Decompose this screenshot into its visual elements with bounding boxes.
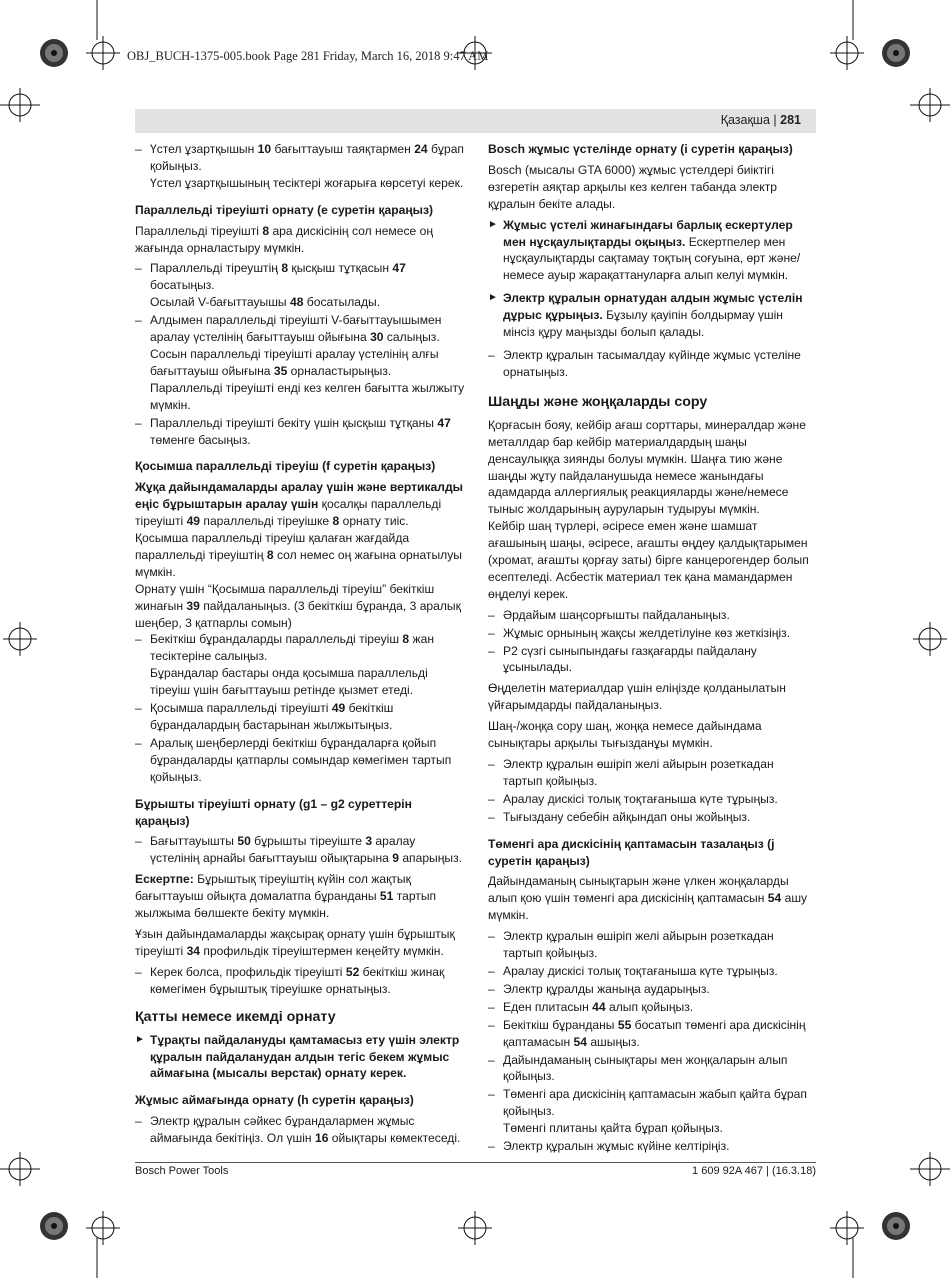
paragraph: Қорғасын бояу, кейбір ағаш сорттары, минералдар және металлдар бар кейбір материалдардың шаңы денсаулыққа зиянды болуы мүмкін. Шаңға тию және шаңды жұту пайдаланушыда немесе жанындағы адамдарда аллергиялық реакцияларды және/немесе тыныс жолдарының ауруларын тудыруы мүмкін. xyxy=(488,417,806,517)
list-item: – Алдымен параллельді тіреуішті V-бағыттауышымен аралау үстелінің бағыттауыш ойығына 30 салыңыз. Сосын параллельді тіреуішті аралау үстелінің алғы бағыттауыш ойығына 35 орналастырыңыз. Параллельді тіреуішті енді кез келген бағытта жылжыту мүмкін. xyxy=(135,313,465,412)
list-item: – Электр құралын өшіріп желі айырын розеткадан тартып қойыңыз. xyxy=(488,929,774,961)
note: Ескертпе: Бұрыштық тіреуіштің күйін сол жақтық бағыттауыш ойықта домалатпа бұранданы 51 тартып жылжыма бөлшекте бекіту мүмкін. xyxy=(135,872,437,921)
list-item: – Төменгі ара дискісінің қаптамасын жабып қайта бұрап қойыңыз. Төменгі плитаны қайта бұрап қойыңыз. xyxy=(488,1087,807,1136)
header-language: Қазақша xyxy=(720,113,770,127)
heading-bosch-table: Bosch жұмыс үстелінде орнату (i суретін қараңыз) xyxy=(488,142,793,156)
list-item: – Тығыздану себебін айқындап оны жойыңыз. xyxy=(488,809,751,824)
paragraph: Кейбір шаң түрлері, әсіресе емен және шамшат ағашының шаңы, әсіресе, ағашты өңдеу қалдықтарымен (хромат, ағашты қорғау заты) бірге канцерогендер болып есептеледі. Асбестік материал тек қана мамандармен өңделуі керек. xyxy=(488,519,809,601)
list-item: – Электр құралын тасымалдау күйінде жұмыс үстеліне орнатыңыз. xyxy=(488,347,801,379)
list-item: – Параллельді тіреуішті бекіту үшін қысқыш тұтқаны 47 төменге басыңыз. xyxy=(135,415,451,447)
heading-blade-guard: Төменгі ара дискісінің қаптамасын тазалаңыз (j суретін қараңыз) xyxy=(488,836,775,868)
list-item: – Аралау дискісі толық тоқтағаныша күте тұрыңыз. xyxy=(488,963,778,978)
left-column xyxy=(135,141,465,1148)
paragraph: Орнату үшін “Қосымша параллельді тіреуіш” бекіткіш жинағын 39 пайдаланыңыз. (3 бекіткіш бұранда, 3 аралық шеңбер, 3 қатпарлы сомын) xyxy=(135,581,461,630)
page-number: 281 xyxy=(780,113,801,127)
paragraph: Қосымша параллельді тіреуіш қалаған жағдайда параллельді тіреуіштің 8 сол немес оң жағына орнатылуы мүмкін. xyxy=(135,531,462,579)
list-item: – Аралық шеңберлерді бекіткіш бұрандаларға қойып бұрандаларды қатпарлы сомындар көмегімен тартып қойыңыз. xyxy=(135,735,452,784)
list-item: – Параллельді тіреуштің 8 қысқыш тұтқасын 47 босатыңыз. Осылай V-бағыттауышы 48 босатылады. xyxy=(135,261,406,310)
list-item: – Электр құралын өшіріп желі айырын розеткадан тартып қойыңыз. xyxy=(488,757,774,788)
list-item: – Жұмыс орнының жақсы желдетілуіне көз жеткізіңіз. xyxy=(488,625,791,640)
page-header xyxy=(135,109,816,133)
list-item: – Қосымша параллельді тіреуішті 49 бекіткіш бұрандалардың бастарынан жылжытыңыз. xyxy=(135,701,394,732)
arrow-icon: ► xyxy=(488,218,498,230)
list-item: – Бекіткіш бұрандаларды параллельді тіреуіш 8 жан тесіктеріне салыңыз. Бұрандалар бастары онда қосымша параллельді тіреуіш үшін бағыттауыш ретінде қызмет етеді. xyxy=(135,632,435,698)
list-item: – Үстел ұзартқышын 10 бағыттауыш таяқтармен 24 бұрап қойыңыз. Үстел ұзартқышының тесіктері жоғарыға көрсетуі керек. xyxy=(135,142,464,190)
paragraph: Ұзын дайындамаларды жақсырақ орнату үшін бұрыштық тіреуішті 34 профильдік тіреуіштермен кеңейту мүмкін. xyxy=(135,926,455,958)
heading-workspace: Жұмыс аймағында орнату (h суретін қараңыз) xyxy=(135,1093,414,1108)
arrow-icon: ► xyxy=(488,292,498,304)
heading-extra-fence: Қосымша параллельді тіреуіш (f суретін қараңыз) xyxy=(135,459,436,474)
list-item: – Электр құралын сәйкес бұрандалармен жұмыс аймағында бекітіңіз. Ол үшін 16 ойықтары көмектеседі. xyxy=(135,1114,461,1146)
paragraph: Bosch (мысалы GTA 6000) жұмыс үстелдері биіктігі өзгеретін аяқтар арқылы кез келген табанда электр құралын бекіте алады. xyxy=(488,162,777,211)
dash-marker: – xyxy=(135,142,142,156)
list-item: – Электр құралды жаныңа аударыңыз. xyxy=(488,981,710,996)
paragraph: Жұқа дайындамаларды аралау үшін және вертикалды еңіс бұрыштарын аралау үшін қосалқы параллельді тіреуішті 49 параллельді тіреуішке 8 орнату тиіс. xyxy=(135,480,463,529)
list-item: – Бағыттауышты 50 бұрышты тіреуіште 3 аралау үстелінің арнайы бағыттауыш ойықтарына 9 апарыңыз. xyxy=(135,834,463,866)
list-item: – Дайындаманың сынықтары мен жоңқаларын алып қойыңыз. xyxy=(488,1052,788,1084)
arrow-icon: ► xyxy=(135,1033,145,1045)
page-footer xyxy=(135,1162,816,1177)
list-item: – Әрдайым шаңсорғышты пайдаланыңыз. xyxy=(488,607,730,622)
heading-parallel: Параллельді тіреуішті орнату (e суретін қараңыз) xyxy=(135,202,434,217)
paragraph: Өңделетін материалдар үшін еліңізде қолданылатын үйғарымдарды пайдаланыңыз. xyxy=(488,681,786,713)
paragraph: Шаң-/жоңқа сору шаң, жоңқа немесе дайындама сынықтары арқылы тығызданұы мүмкін. xyxy=(488,719,762,751)
header-text xyxy=(721,113,801,127)
right-column xyxy=(488,141,816,1156)
list-item: – Аралау дискісі толық тоқтағаныша күте тұрыңыз. xyxy=(488,791,778,806)
warning-item: ► Жұмыс үстелі жинағындағы барлық ескертулер мен нұсқаулықтарды оқыңыз. Ескертпелер мен нұсқаулықтарды сақтамау тоқтың соғуына, өрт және/немесе ауыр жарақаттануларға алып келуі мүмкін. xyxy=(488,217,801,283)
heading-fixed-mount: Қатты немесе икемді орнату xyxy=(135,1008,336,1025)
header-separator: | xyxy=(773,113,777,127)
heading-dust-extraction: Шаңды және жоңқаларды сору xyxy=(488,393,708,410)
list-item: – Еден плитасын 44 алып қойыңыз. xyxy=(488,999,694,1014)
paragraph: Дайындаманың сынықтарын және үлкен жоңқаларды алып қою үшін төменгі ара дискісінің қаптамасын 54 ашу мүмкін. xyxy=(488,874,808,923)
paragraph: Параллельді тіреуішті 8 ара дискісінің сол немесе оң жағында орналастыру мүмкін. xyxy=(135,223,433,255)
list-item: – P2 сүзгі сыныпындағы газқағарды пайдалану ұсынылады. xyxy=(488,643,757,675)
heading-angle-fence: Бұрышты тіреуішті орнату (g1 – g2 суреттерін қараңыз) xyxy=(135,796,412,828)
warning-item: ► Тұрақты пайдалануды қамтамасыз ету үшін электр құралын пайдаланудан алдын тегіс бекем жұмыс аймағына (мысалы верстак) орнату керек. xyxy=(135,1032,460,1081)
list-item: – Электр құралын жұмыс күйіне келтіріңіз. xyxy=(488,1139,730,1154)
print-slug: OBJ_BUCH-1375-005.book Page 281 Friday, March 16, 2018 9:47 AM xyxy=(127,49,489,63)
footer-brand: Bosch Power Tools xyxy=(135,1165,229,1177)
warning-item: ► Электр құралын орнатудан алдын жұмыс үстелін дұрыс құрыңыз. Бұзылу қауіпін болдырмау үшін мінсіз құру маңызды болып қалады. xyxy=(488,291,803,340)
list-item: – Керек болса, профильдік тіреуішті 52 бекіткіш жинақ көмегімен бұрыштық тіреуішке орнатыңыз. xyxy=(135,964,445,996)
list-item: – Бекіткіш бұранданы 55 босатып төменгі ара дискісінің қаптамасын 54 ашыңыз. xyxy=(488,1017,806,1049)
footer-doc-number: 1 609 92A 467 | (16.3.18) xyxy=(692,1165,816,1177)
